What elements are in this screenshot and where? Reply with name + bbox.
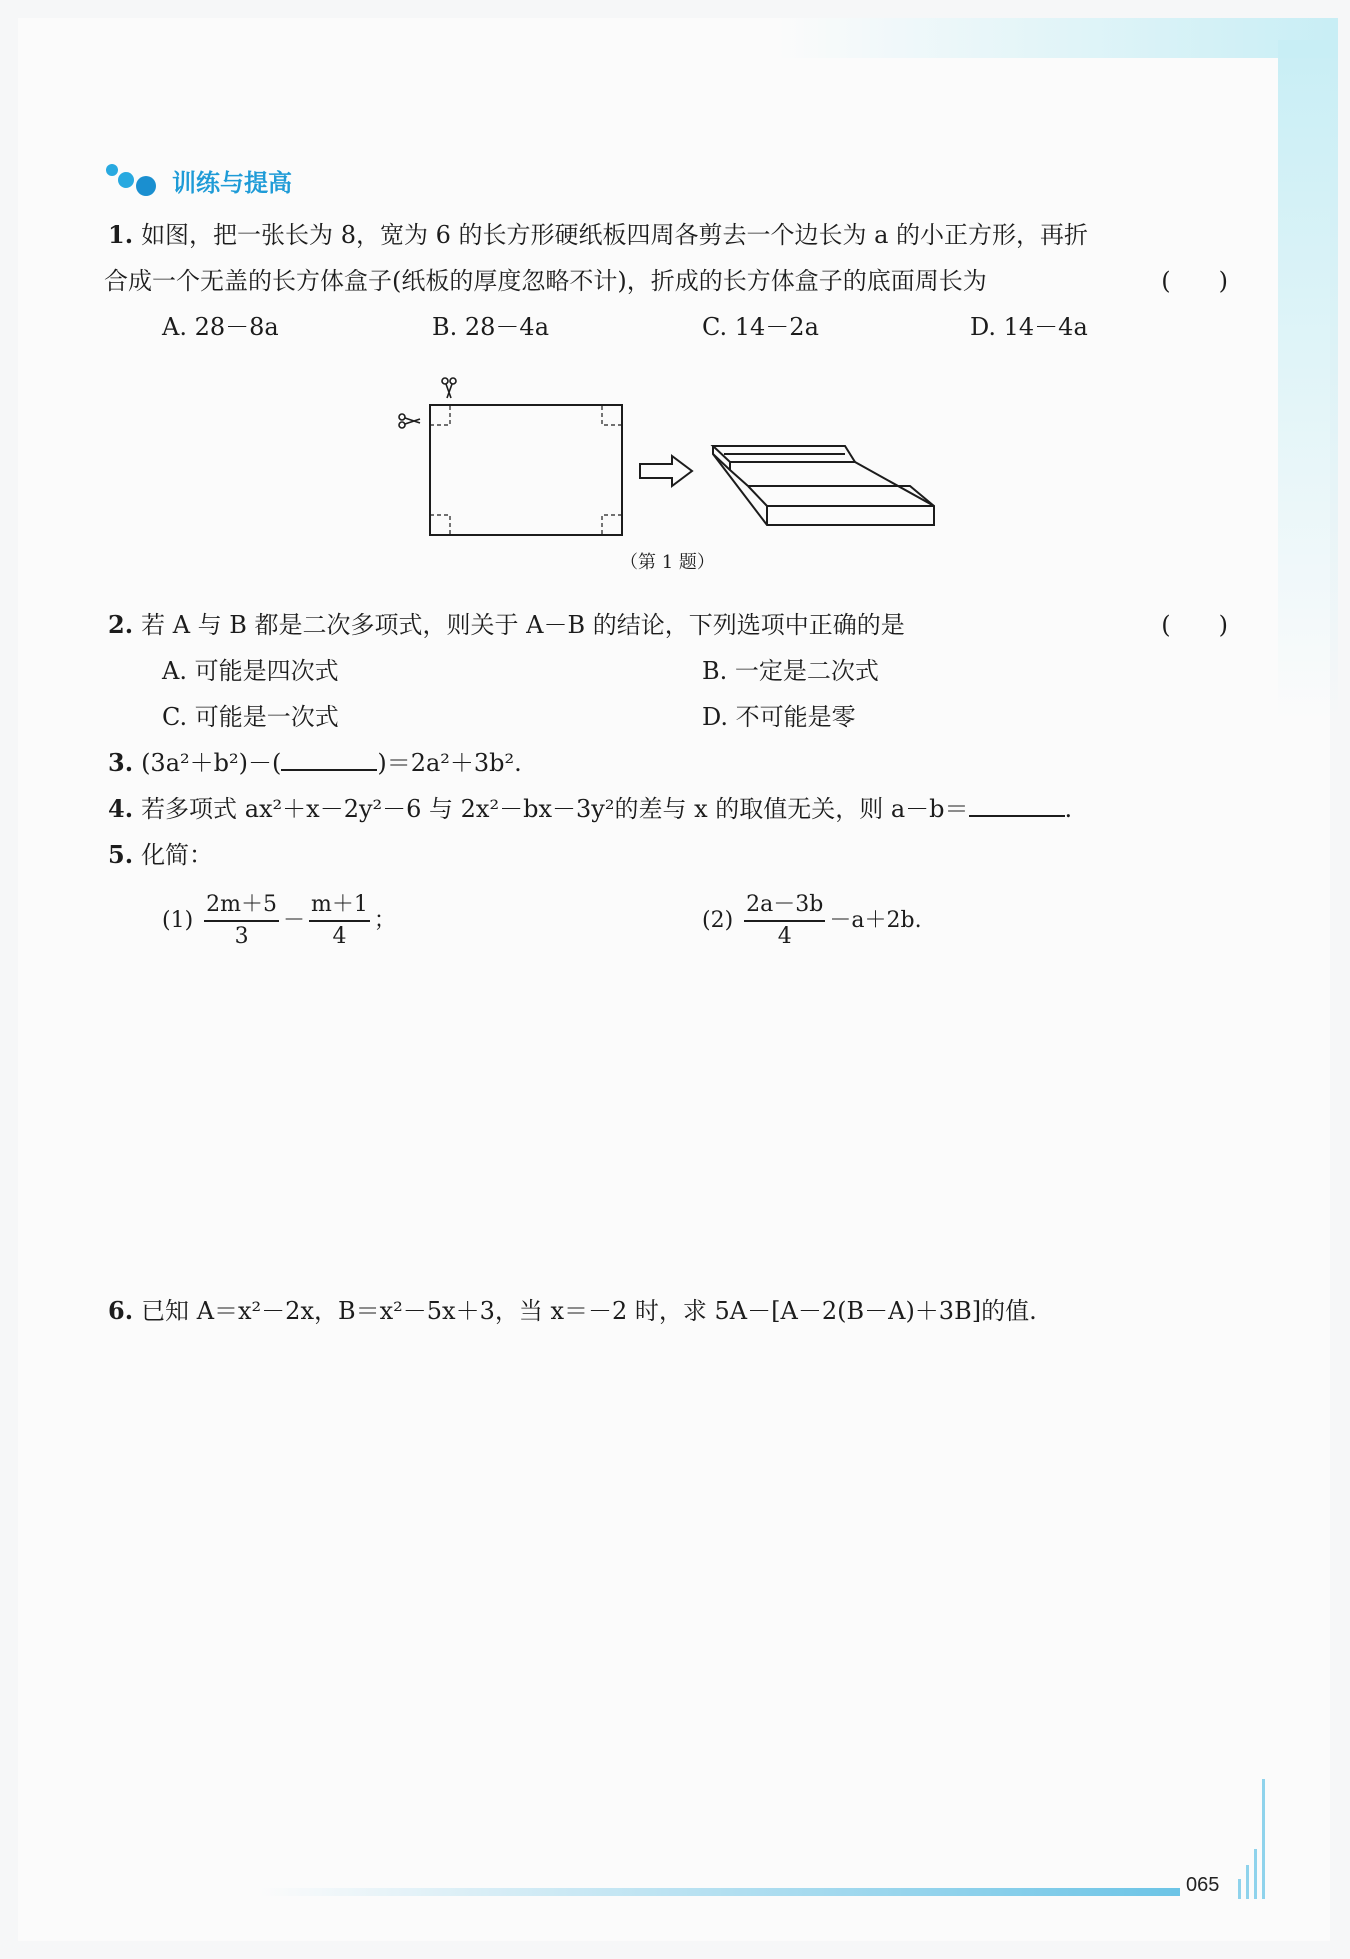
numerator: 2m＋5 bbox=[204, 890, 279, 922]
fraction bbox=[744, 890, 825, 952]
footer-band bbox=[260, 1888, 1180, 1896]
option-c: C. 14－2a bbox=[702, 313, 819, 341]
question-number: 1. bbox=[108, 220, 134, 249]
fraction bbox=[309, 890, 370, 952]
option-a: A. 28－8a bbox=[162, 313, 279, 341]
question-text: (3a²＋b²)－( bbox=[141, 749, 282, 777]
numerator: m＋1 bbox=[309, 890, 370, 922]
decorative-band-side bbox=[1278, 40, 1338, 720]
answer-blank[interactable] bbox=[969, 787, 1065, 817]
option-b: B. 一定是二次式 bbox=[702, 657, 879, 685]
question-number: 6. bbox=[108, 1296, 134, 1325]
question-1 bbox=[108, 212, 1088, 258]
footer-tick bbox=[1246, 1865, 1249, 1899]
numerator: 2a－3b bbox=[744, 890, 825, 922]
denominator: 4 bbox=[332, 924, 347, 949]
question-number: 4. bbox=[108, 794, 134, 823]
option-a: A. 可能是四次式 bbox=[162, 657, 339, 685]
sub-label: (2) bbox=[702, 908, 734, 933]
footer-tick bbox=[1238, 1879, 1241, 1899]
sub-label: (1) bbox=[162, 908, 194, 933]
open-box bbox=[713, 446, 934, 525]
bubbles-icon bbox=[104, 160, 164, 200]
option-d: D. 不可能是零 bbox=[702, 703, 856, 731]
sub-question-1 bbox=[162, 890, 396, 952]
question-2 bbox=[108, 602, 905, 648]
figure-q1 bbox=[390, 372, 950, 542]
sub-question-2 bbox=[702, 890, 922, 952]
scissors-icon bbox=[442, 378, 456, 398]
cardboard-sheet bbox=[430, 405, 622, 535]
punctuation: ； bbox=[373, 908, 396, 933]
question-number: 3. bbox=[108, 748, 134, 777]
footer-tick bbox=[1254, 1849, 1257, 1899]
figure-caption: （第 1 题） bbox=[620, 552, 715, 573]
denominator: 4 bbox=[777, 924, 792, 949]
question-text: 如图，把一张长为 8，宽为 6 的长方形硬纸板四周各剪去一个边长为 a 的小正方形，再折 bbox=[141, 221, 1089, 249]
footer-tick bbox=[1262, 1779, 1265, 1899]
question-text: )＝2a²＋3b². bbox=[377, 749, 522, 777]
right-arrow-icon bbox=[640, 456, 692, 486]
scissors-icon bbox=[399, 414, 420, 428]
operator: － bbox=[283, 908, 306, 933]
fraction bbox=[204, 890, 279, 952]
page-number: 065 bbox=[1186, 1874, 1220, 1896]
expression-rest: －a＋2b. bbox=[829, 908, 922, 933]
question-5 bbox=[108, 832, 213, 878]
question-text: 合成一个无盖的长方体盒子(纸板的厚度忽略不计)，折成的长方体盒子的底面周长为 bbox=[104, 267, 987, 295]
option-b: B. 28－4a bbox=[432, 313, 550, 341]
denominator: 3 bbox=[234, 924, 249, 949]
question-4 bbox=[108, 786, 1072, 832]
section-title: 训练与提高 bbox=[172, 168, 292, 197]
question-number: 5. bbox=[108, 840, 134, 869]
answer-blank[interactable] bbox=[281, 741, 377, 771]
question-text: . bbox=[1064, 795, 1073, 823]
question-text: 若多项式 ax²＋x－2y²－6 与 2x²－bx－3y²的差与 x 的取值无关，则 a－b＝ bbox=[141, 795, 969, 823]
question-3 bbox=[108, 740, 522, 786]
question-number: 2. bbox=[108, 610, 134, 639]
option-d: D. 14－4a bbox=[970, 313, 1088, 341]
question-text: 化简： bbox=[141, 841, 214, 869]
answer-bracket: ( ) bbox=[1161, 267, 1228, 295]
question-6 bbox=[108, 1288, 1037, 1334]
decorative-band-top bbox=[778, 18, 1338, 58]
question-text: 已知 A＝x²－2x，B＝x²－5x＋3，当 x＝－2 时，求 5A－[A－2(B－A)＋3B]的值. bbox=[141, 1297, 1037, 1325]
section-header bbox=[104, 160, 292, 200]
question-1-line-2 bbox=[104, 258, 987, 304]
option-c: C. 可能是一次式 bbox=[162, 703, 339, 731]
answer-bracket: ( ) bbox=[1161, 611, 1228, 639]
question-text: 若 A 与 B 都是二次多项式，则关于 A－B 的结论，下列选项中正确的是 bbox=[141, 611, 905, 639]
